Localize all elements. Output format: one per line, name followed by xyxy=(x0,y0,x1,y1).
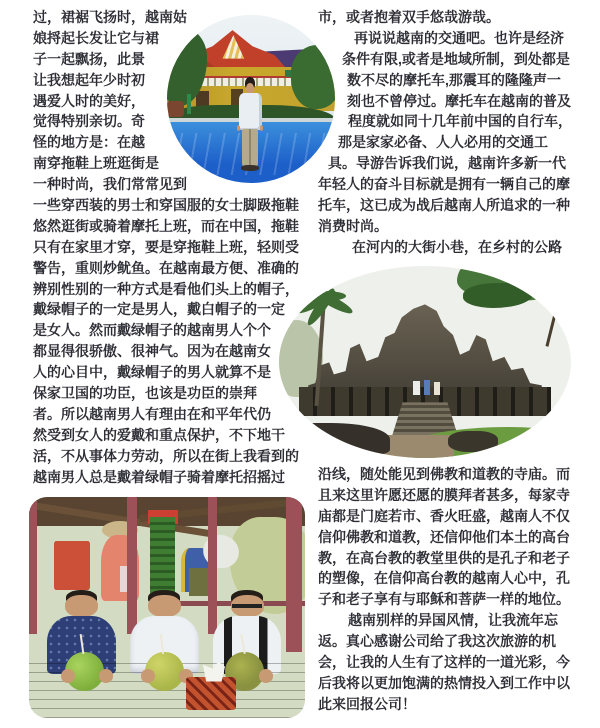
text-line: 越南男人总是戴着绿帽子骑着摩托招摇过 xyxy=(33,468,285,485)
hand xyxy=(141,669,155,682)
hand xyxy=(259,669,273,682)
text-line: 只有在家里才穿，要是穿拖鞋上班，轻则受 xyxy=(33,238,299,255)
hand xyxy=(61,669,75,682)
text-line: 然受到女人的爱戴和重点保护，不下地干 xyxy=(33,426,285,443)
text-line: 庙都是门庭若市、香火旺盛，越南人不仅 xyxy=(318,507,570,524)
text-line: 返。真心感谢公司给了我这次旅游的机 xyxy=(318,633,556,650)
text-line: 人的心目中，戴绿帽子的男人就算不是 xyxy=(33,364,271,381)
temple-visitor xyxy=(434,382,440,394)
text-line: 程度就如同十几年前中国的自行车， xyxy=(348,113,572,130)
temple-rubble xyxy=(448,431,498,452)
text-line: 辨别性别的一种方式是看他们头上的帽子， xyxy=(33,280,299,297)
text-line: 信仰佛教和道教，还信仰他们本土的高台 xyxy=(318,528,570,545)
text-line: 娘捋起长发让它与裙 xyxy=(33,29,159,46)
text-line: 子和老子享有与耶稣和菩萨一样的地位。 xyxy=(318,591,570,608)
temple-photo xyxy=(279,266,571,458)
coconut-photo xyxy=(29,497,305,718)
text-line: 的塑像，在信仰高台教的越南人心中，孔 xyxy=(318,570,570,587)
text-line: 托车，这已成为战后越南人所追求的一种 xyxy=(318,197,570,214)
text-line: 年轻人的奋斗目标就是拥有一辆自己的摩 xyxy=(318,176,570,193)
pavilion-post xyxy=(29,497,37,634)
text-line: 条件有限,或者是地域所制，到处都是 xyxy=(342,50,570,67)
right-text-column-bottom xyxy=(318,464,574,715)
left-text-column xyxy=(33,7,309,487)
text-line: 刻也不曾停过。摩托车在越南的普及 xyxy=(347,92,571,109)
text-line: 具。导游告诉我们说，越南许多新一代 xyxy=(328,155,566,172)
text-line: 消费时尚。 xyxy=(318,217,388,234)
text-line: 后我将以更加饱满的热情投入到工作中以 xyxy=(318,674,570,691)
pavilion-post xyxy=(286,497,303,652)
text-line: 在河内的大街小巷，在乡村的公路 xyxy=(352,238,562,255)
right-man-glasses xyxy=(232,604,262,608)
text-line: 悠然逛街或骑着摩托上班，而在中国，拖鞋 xyxy=(33,217,299,234)
text-line: 那是家家必备、人人必用的交通工 xyxy=(338,134,548,151)
text-line: 越南别样的异国风情，让我流年忘 xyxy=(348,612,558,629)
red-cooler xyxy=(54,541,90,590)
text-line: 觉得特别亲切。奇 xyxy=(33,113,145,130)
text-line: 南穿拖鞋上班逛街是 xyxy=(33,155,159,172)
text-line: 警告，重则炒鱿鱼。在越南最方便、准确的 xyxy=(33,259,299,276)
text-line: 活，不从事体力劳动，所以在街上我看到的 xyxy=(33,447,299,464)
text-line: 都显得很骄傲、很神气。因为在越南女 xyxy=(33,343,271,360)
temple-visitor xyxy=(424,380,430,394)
text-line: 怪的地方是：在越 xyxy=(33,134,145,151)
temple-visitor xyxy=(413,381,419,394)
text-line: 数不尽的摩托车,那震耳的隆隆声一 xyxy=(347,71,561,88)
text-line: 教，在高台教的教堂里供的是孔子和老子 xyxy=(318,549,570,566)
text-line: 子一起飘扬，此景 xyxy=(33,50,145,67)
text-line: 此来回报公司！ xyxy=(318,695,416,712)
text-line: 沿线，随处能见到佛教和道教的寺庙。而 xyxy=(318,466,570,482)
text-line: 市，或者抱着双手悠哉游哉。 xyxy=(318,9,500,25)
text-line: 遇爱人时的美好， xyxy=(33,92,145,109)
left-man-face xyxy=(65,595,98,617)
text-line: 一种时尚，我们常常见到 xyxy=(33,176,187,193)
text-line: 会，让我的人生有了这样的一道光彩，今 xyxy=(318,654,570,671)
right-text-column-top xyxy=(318,7,574,258)
text-line: 是女人。然而戴绿帽子的越南男人个个 xyxy=(33,322,271,339)
text-line: 且来这里许愿还愿的膜拜者甚多，每家寺 xyxy=(318,486,570,503)
temple-overhanging-leaves xyxy=(463,283,533,308)
hand xyxy=(99,669,113,682)
text-line: 让我想起年少时初 xyxy=(33,71,145,88)
text-line: 再说说越南的交通吧。也许是经济 xyxy=(354,29,564,46)
tissue-box xyxy=(186,677,236,710)
text-line: 过，裙裾飞扬时，越南姑 xyxy=(33,9,187,25)
text-line: 一些穿西装的男士和穿国服的女士脚趿拖鞋 xyxy=(33,197,299,214)
text-line: 者。所以越南男人有理由在和平年代仍 xyxy=(33,405,271,422)
text-line: 保家卫国的功臣，也该是功臣的崇拜 xyxy=(33,385,257,402)
middle-man-face xyxy=(148,595,181,617)
text-line: 戴绿帽子的一定是男人，戴白帽子的一定 xyxy=(33,301,285,318)
temple-twig xyxy=(545,301,559,346)
